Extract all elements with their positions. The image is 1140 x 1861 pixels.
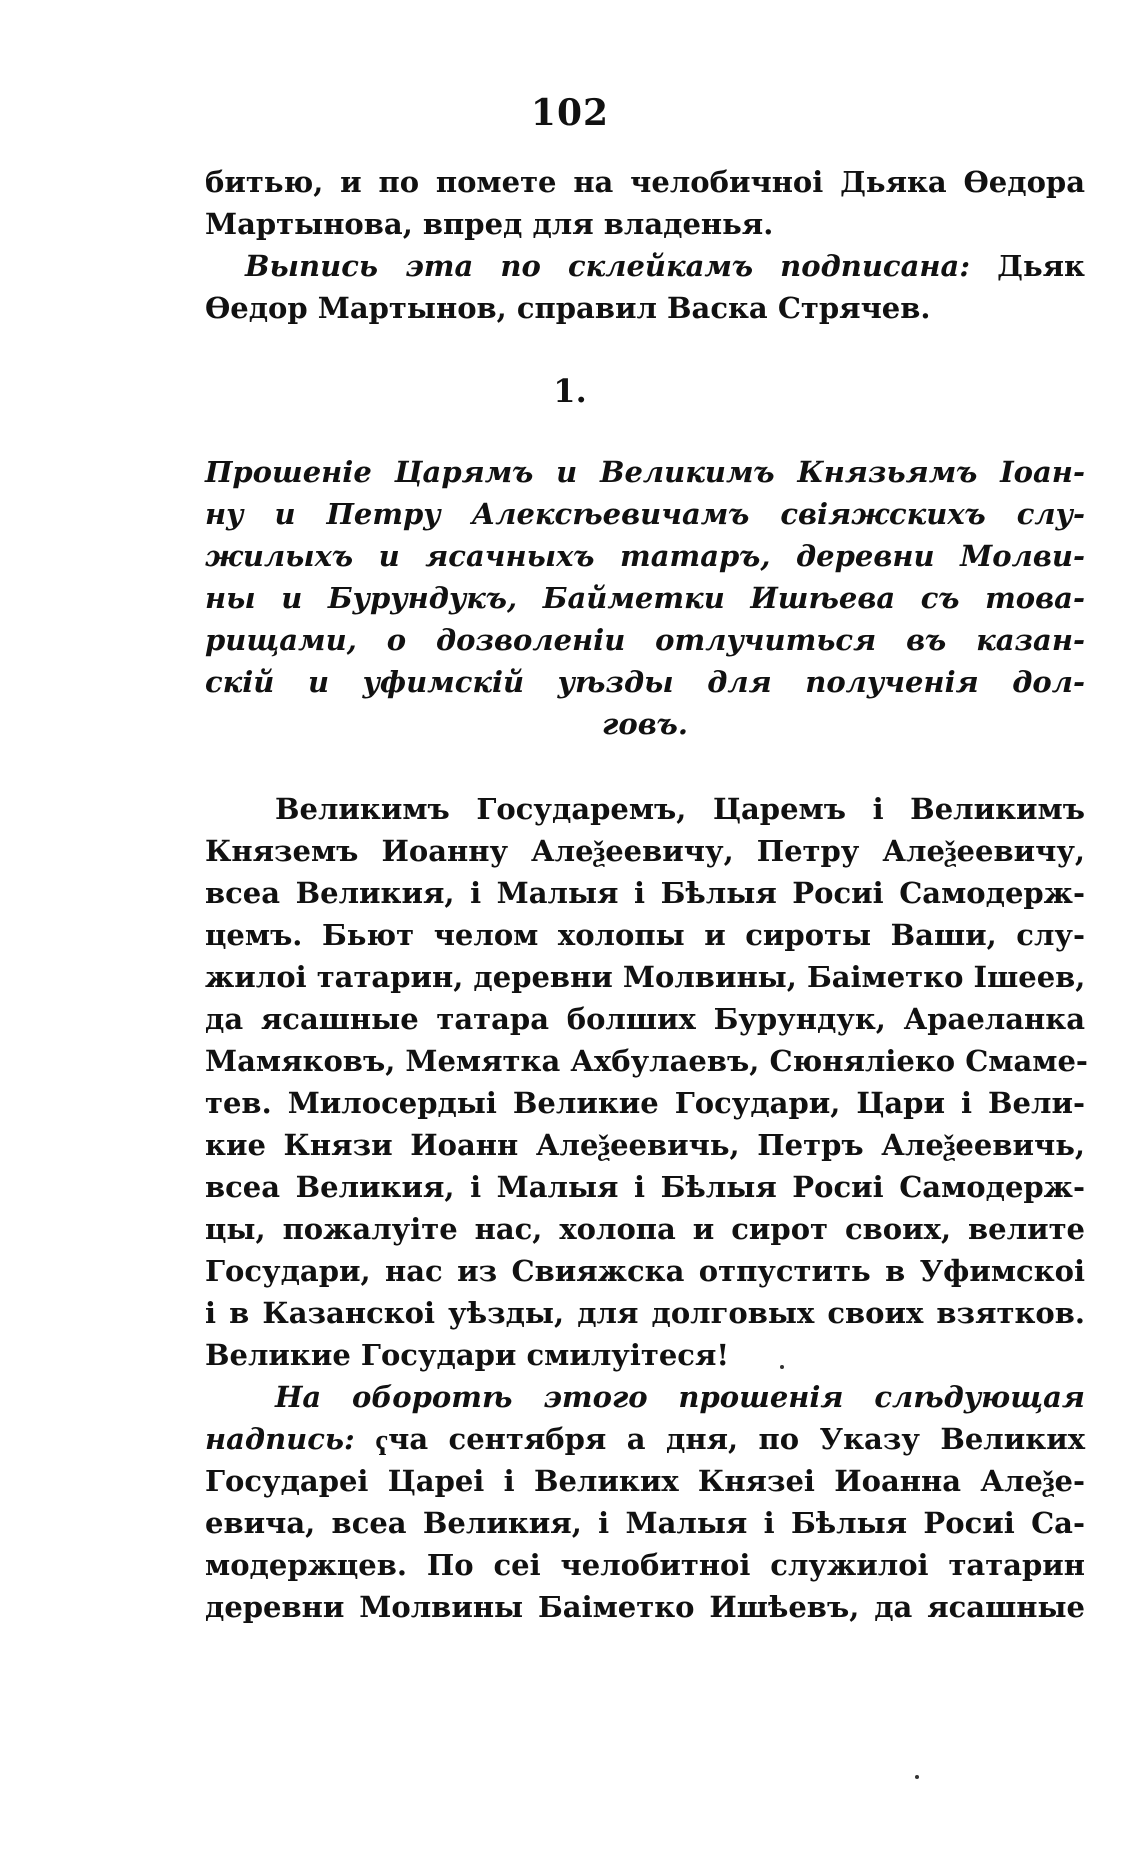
petition-line-6: да ясашные татара болших Бурундук, Араеланка <box>205 1002 1085 1036</box>
petition-line-12: Государи, нас из Свияжска отпустить в Уфимскоі <box>205 1254 1085 1288</box>
petition-line-7: Мамяковъ, Мемятка Ахбулаевъ, Сюняліеко Смаме- <box>205 1044 1088 1078</box>
petition-line-14: Великие Государи смилуітеся! <box>205 1338 730 1372</box>
petition-line-1: Великимъ Государемъ, Царемъ і Великимъ <box>275 792 1085 826</box>
reverse-note-line-3: Государеі Цареі і Великих Князеі Иоанна Алеѯе- <box>205 1464 1085 1498</box>
heading-line-5: рищами, о дозволеніи отлучиться въ казан- <box>205 623 1085 657</box>
reverse-note-line-5: модержцев. По сеі челобитноі служилоі татарин <box>205 1548 1085 1582</box>
signature-line-1 <box>245 247 1085 285</box>
signature-line-2: Өедор Мартынов, справил Васка Стрячев. <box>205 291 931 325</box>
intro-line-1: битью, и по помете на челобичноі Дьяка Өедора <box>205 165 1085 199</box>
heading-line-7: говъ. <box>602 707 688 741</box>
heading-line-3: жилыхъ и ясачныхъ татаръ, деревни Молви- <box>205 539 1085 573</box>
heading-line-1: Прошеніе Царямъ и Великимъ Князьямъ Іоан- <box>205 455 1085 489</box>
petition-line-13: і в Казанскоі уѣзды, для долговых своих взятков. <box>205 1296 1085 1330</box>
reverse-note-line-6: деревни Молвины Баіметко Ишѣевъ, да ясашные <box>205 1590 1085 1624</box>
scan-speck <box>780 1365 784 1369</box>
signature-intro: Выпись эта по склейкамъ подписана: <box>245 249 971 283</box>
reverse-note-line-4: евича, всеа Великия, і Малыя і Бѣлыя Росиі Са- <box>205 1506 1085 1540</box>
heading-line-6: скій и уфимскій уѣзды для полученія дол- <box>205 665 1085 699</box>
petition-line-2: Княземъ Иоанну Алеѯеевичу, Петру Алеѯеевичу, <box>205 834 1085 868</box>
section-number: 1. <box>553 372 587 410</box>
intro-line-2: Мартынова, впред для владенья. <box>205 207 774 241</box>
petition-line-9: кие Князи Иоанн Алеѯеевичь, Петръ Алеѯеевичь, <box>205 1128 1085 1162</box>
petition-line-10: всеа Великия, і Малыя і Бѣлыя Росиі Самодерж- <box>205 1170 1085 1204</box>
petition-line-3: всеа Великия, і Малыя і Бѣлыя Росиі Самодерж- <box>205 876 1085 910</box>
petition-line-4: цемъ. Бьют челом холопы и сироты Ваши, слу- <box>205 918 1085 952</box>
reverse-note-line-2 <box>205 1420 1085 1458</box>
petition-line-8: тев. Милосердыі Великие Государи, Цари і Вели- <box>205 1086 1085 1120</box>
reverse-note-line-1: На оборотѣ этого прошенія слѣдующая <box>275 1380 1085 1414</box>
heading-line-4: ны и Бурундукъ, Байметки Ишѣева съ това- <box>205 581 1085 615</box>
petition-line-11: цы, пожалуіте нас, холопа и сирот своих, велите <box>205 1212 1085 1246</box>
scan-speck <box>915 1775 919 1779</box>
reverse-note-date: ҁча сентября а дня, по Указу Великих <box>375 1422 1085 1456</box>
heading-line-2: ну и Петру Алексѣевичамъ свіяжскихъ слу- <box>205 497 1085 531</box>
reverse-note-label: надпись: <box>205 1422 355 1456</box>
page-number: 102 <box>530 92 610 134</box>
petition-line-5: жилоі татарин, деревни Молвины, Баіметко Ішеев, <box>205 960 1086 994</box>
signature-word: Дьяк <box>997 249 1085 283</box>
